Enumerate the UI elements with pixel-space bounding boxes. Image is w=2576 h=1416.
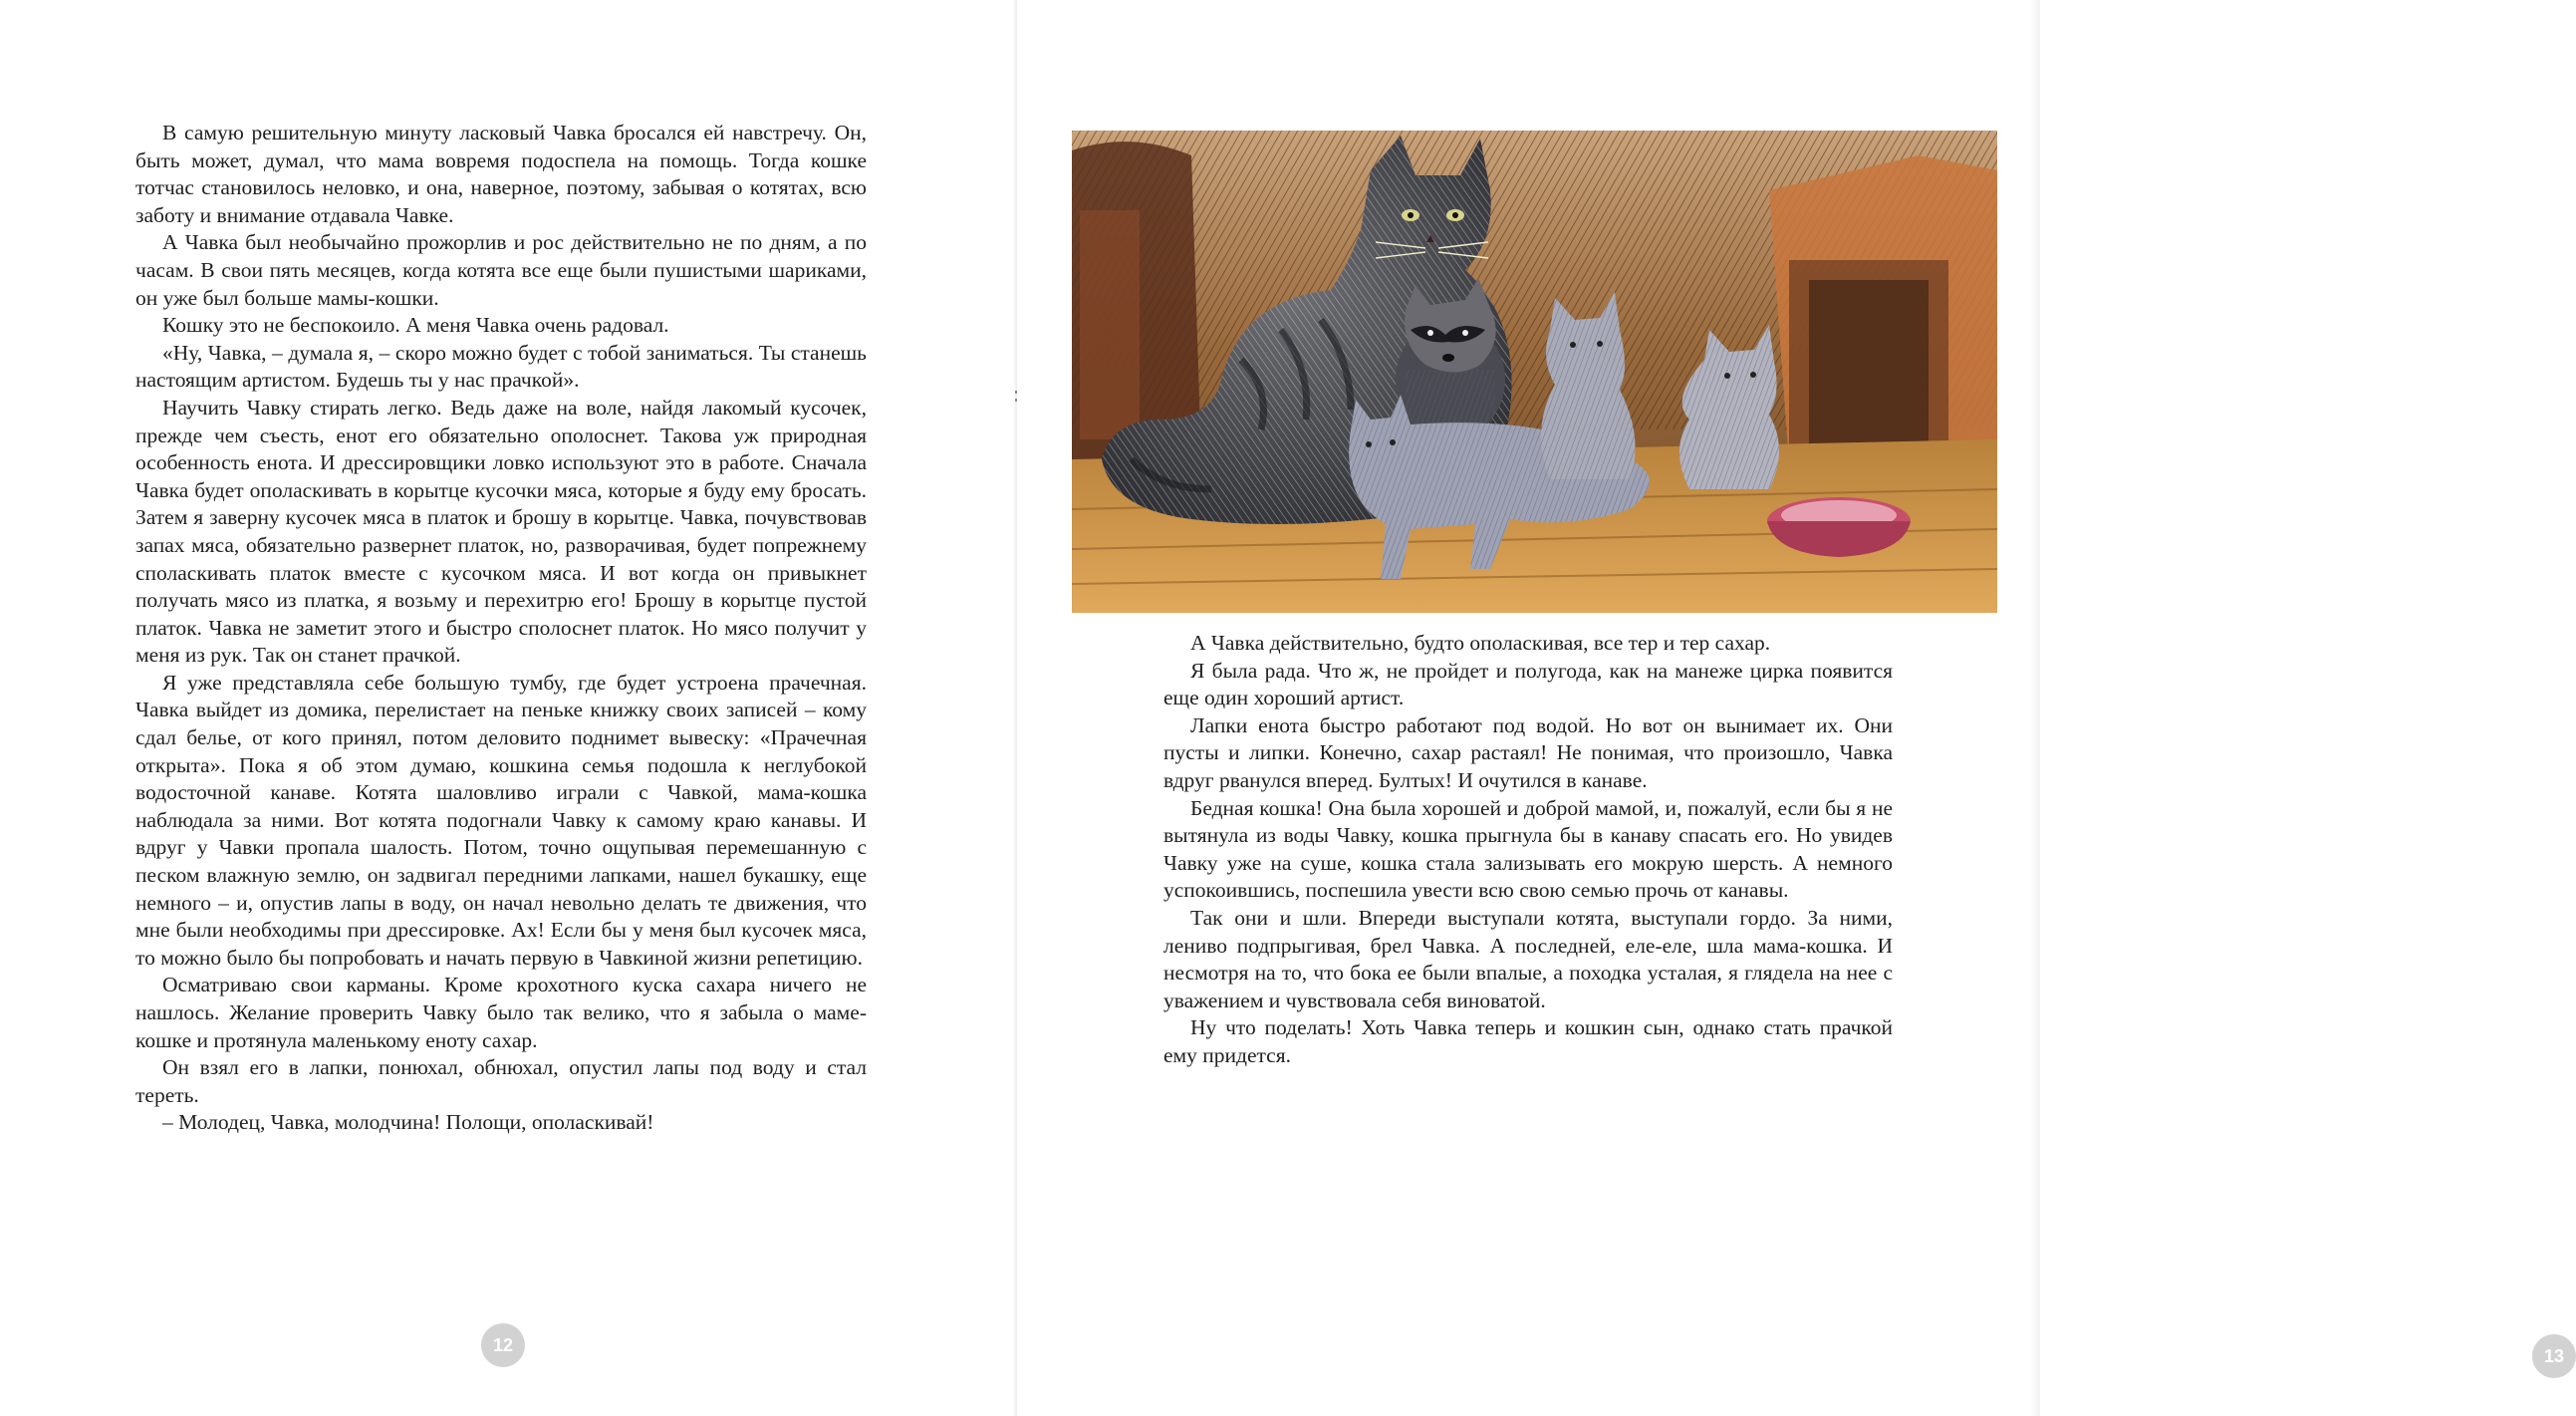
paragraph: А Чавка действительно, будто ополаскивая, все тер и тер сахар. [1190, 631, 1771, 655]
paragraph: Кошку это не беспокоило. А меня Чавка очень радовал. [162, 313, 669, 338]
paragraph: Так они и шли. Впереди выступали котята, выступали гордо. За ними, лениво подпрыгивая, брел Чавка. А последней, еле-еле, шла мама-кошка. И несмотря на то, что бока ее были впалые, а походка усталая, я глядела на нее с уважением и чувствовала себя виноватой. [1163, 905, 1893, 1012]
right-page-text [1163, 630, 1893, 1070]
paragraph: В самую решительную минуту ласковый Чавка бросался ей навстречу. Он, быть может, думал, что мама вовремя подоспела на помощь. Тогда кошке тотчас становилось неловко, и она, наверное, поэтому, забывая о котятах, всю заботу и внимание отдавала Чавке. [135, 121, 867, 227]
paragraph: Ну что поделать! Хоть Чавка теперь и кошкин сын, однако стать прачкой ему придется. [1163, 1015, 1893, 1067]
left-page [0, 0, 1017, 1416]
page-edge-shadow [2030, 0, 2040, 1416]
paragraph: Он взял его в лапки, понюхал, обнюхал, опустил лапы под воду и стал тереть. [135, 1055, 867, 1107]
paragraph: Бедная кошка! Она была хорошей и доброй мамой, и, пожалуй, если бы я не вытянула из воды Чавку, кошка прыгнула бы в канаву спасать его. Но увидев Чавку уже на суше, кошка стала зализывать его мокрую шерсть. А немного успокоившись, поспешила увести всю свою семью прочь от канавы. [1163, 795, 1893, 903]
page-number-left: 12 [481, 1323, 525, 1367]
paragraph: Я была рада. Что ж, не пройдет и полугода, как на манеже цирка появится еще один хороший артист. [1163, 658, 1893, 710]
paragraph: Осматриваю свои карманы. Кроме крохотного куска сахара ничего не нашлось. Желание проверить Чавку было так велико, что я забыла о маме-кошке и протянула маленькому еноту сахар. [135, 973, 867, 1052]
illustration-cats-and-raccoon [1072, 131, 1997, 613]
paragraph: «Ну, Чавка, – думала я, – скоро можно будет с тобой заниматься. Ты станешь настоящим артистом. Будешь ты у нас прачкой». [135, 340, 867, 393]
paragraph: А Чавка был необычайно прожорлив и рос действительно не по дням, а по часам. В свои пять месяцев, когда котята все еще были пушистыми шариками, он уже был больше мамы-кошки. [135, 230, 867, 310]
left-page-text [135, 120, 867, 1137]
paragraph: Я уже представляла себе большую тумбу, где будет устроена прачечная. Чавка выйдет из домика, перелистает на пеньке книжку своих записей – кому сдал белье, от кого принял, потом деловито поднимет вывеску: «Прачечная открыта». Пока я об этом думаю, кошкина семья подошла к неглубокой водосточной канаве. Котята шаловливо играли с Чавкой, мама-кошка наблюдала за ними. Вот котята подогнали Чавку к самому краю канавы. И вдруг у Чавки пропала шалость. Потом, точно ощупывая перемешанную с песком влажную землю, он задвигал передними лапками, нашел букашку, еще немного – и, опустив лапы в воду, он начал невольно делать те движения, что мне были необходимы при дрессировке. Ах! Если бы у меня был кусочек мяса, то можно было бы попробовать и начать первую в Чавкиной жизни репетицию. [135, 670, 867, 970]
paragraph: – Молодец, Чавка, молодчина! Полощи, ополаскивай! [162, 1110, 654, 1135]
paragraph: Научить Чавку стирать легко. Ведь даже на воле, найдя лакомый кусочек, прежде чем съесть, енот его обязательно ополоснет. Такова уж природная особенность енота. И дрессировщики ловко используют это в работе. Сначала Чавка будет ополаскивать в корытце кусочки мяса, которые я буду ему бросать. Затем я заверну кусочек мяса в платок и брошу в корытце. Чавка, почувствовав запах мяса, обязательно развернет платок, но, разворачивая, будет попрежнему споласкивать платок вместе с кусочком мяса. И вот когда он привыкнет получать мясо из платка, я возьму и перехитрю его! Брошу в корытце пустой платок. Чавка не заметит этого и быстро сполоснет платок. Но мясо получит у меня из рук. Так он станет прачкой. [135, 395, 867, 668]
page-number-right: 13 [2532, 1334, 2576, 1378]
paragraph: Лапки енота быстро работают под водой. Но вот он вынимает их. Они пусты и липки. Конечно, сахар растаял! Не понимая, что произошло, Чавка вдруг рванулся вперед. Бултых! И очутился в канаве. [1163, 712, 1893, 792]
